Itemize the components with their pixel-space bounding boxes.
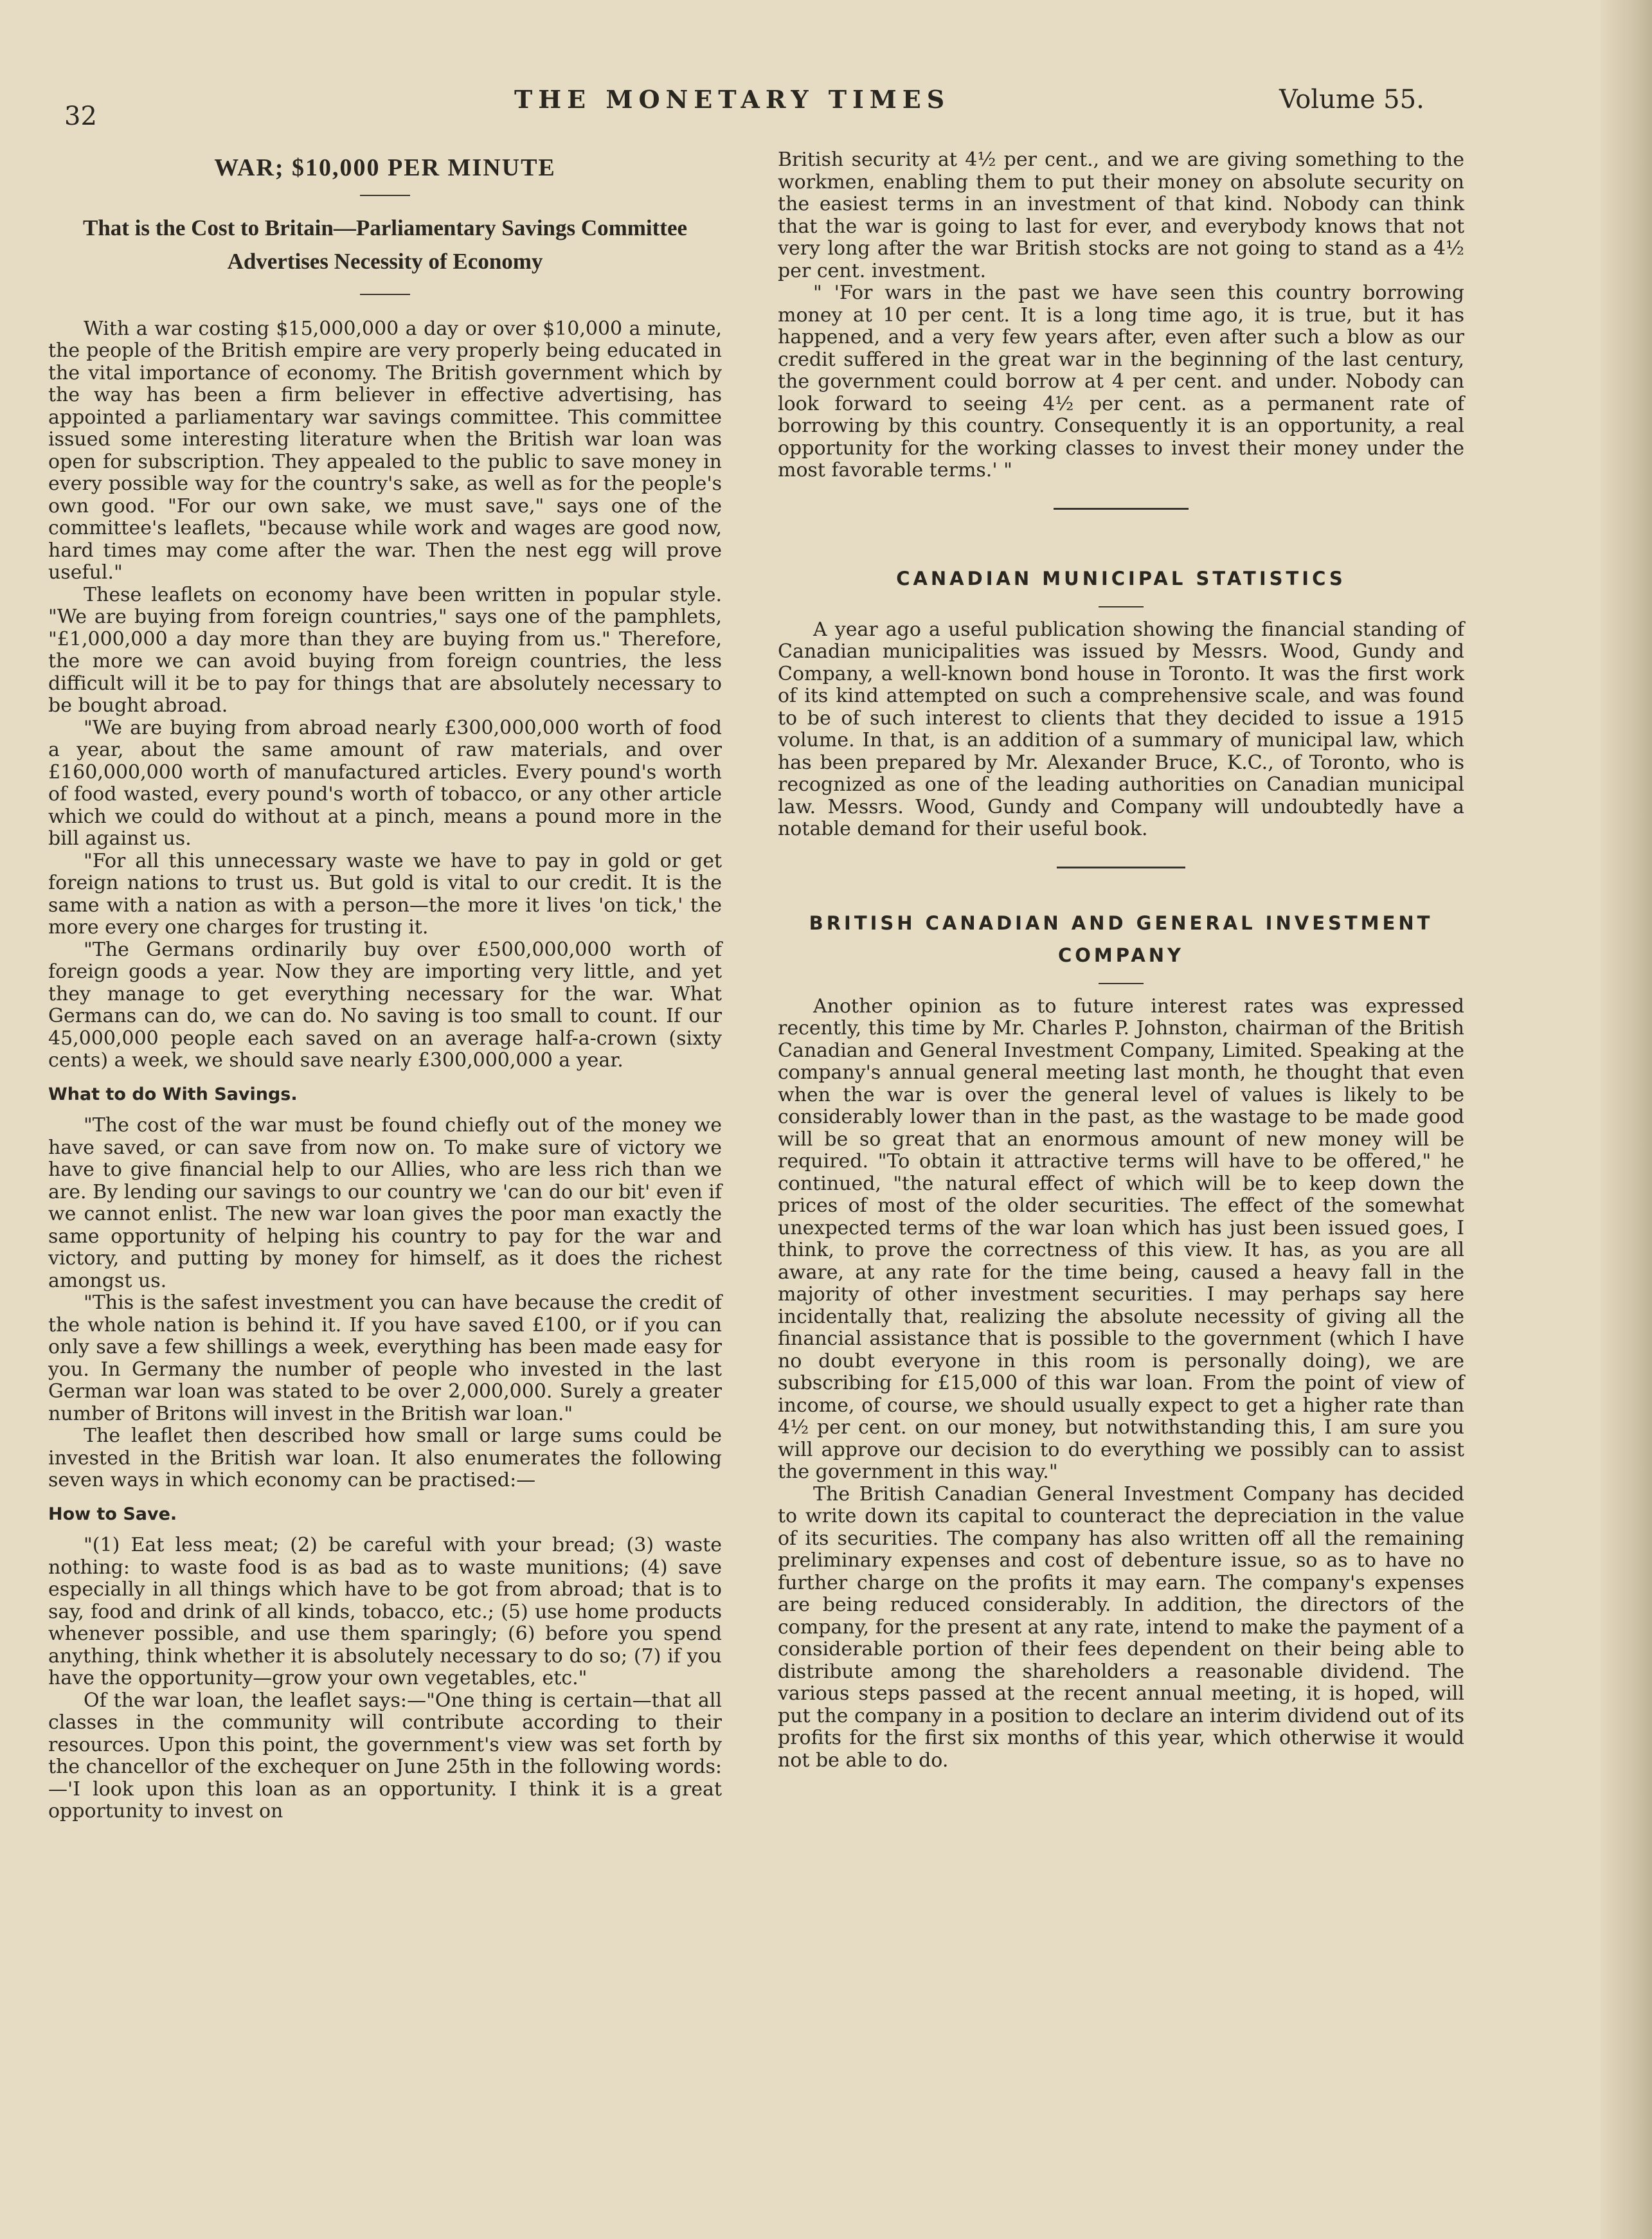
section-divider (1054, 508, 1189, 510)
running-title: THE MONETARY TIMES (514, 85, 951, 114)
subhead-savings: What to do With Savings. (48, 1084, 298, 1104)
title-rule (360, 195, 410, 196)
paragraph: Of the war loan, the leaflet says:—"One thing is certain—that all classes in the community will contribute according to their resources. Upon this point, the government's view was set forth by the chancellor of the exchequer on June 25th in the following words:—'I look upon this loan as an opportunity. I think it is a great opportunity to invest on (48, 1689, 722, 1822)
paragraph: British security at 4½ per cent., and we are giving something to the workmen, enabling them to put their money on absolute security on the easiest terms in an investment of that kind. Nobody can think that the war is going to last for ever, and everybody knows that not very long after the war British stocks are not going to stand as a 4½ per cent. investment. (778, 148, 1464, 282)
paragraph: "We are buying from abroad nearly £300,000,000 worth of food a year, about the same amount of raw materials, and over £160,000,000 worth of manufactured articles. Every pound's worth of food wasted, every pound's worth of tobacco, or any other article which we could do without at a pinch, means a pound more in the bill against us. (48, 716, 722, 850)
page-header (0, 82, 1652, 131)
section-rule (1099, 983, 1144, 984)
page-number: 32 (64, 102, 97, 131)
page-edge-shadow (1601, 0, 1652, 2239)
article-title: WAR; $10,000 PER MINUTE (214, 154, 556, 181)
subtitle-rule (360, 294, 410, 295)
section-rule (1099, 606, 1144, 607)
paragraph: A year ago a useful publication showing the financial standing of Canadian municipalities was issued by Messrs. Wood, Gundy and Company, a well-known bond house in Toronto. It was the first work of its kind attempted on such a comprehensive scale, and was found to be of such interest to clients that they decided to issue a 1915 volume. In that, is an addition of a summary of municipal law, which has been prepared by Mr. Alexander Bruce, K.C., of Toronto, who is recognized as one of the leading authorities on Canadian municipal law. Messrs. Wood, Gundy and Company will undoubtedly have a notable demand for their useful book. (778, 618, 1464, 840)
subhead-how-to-save: How to Save. (48, 1504, 177, 1524)
article-subtitle: That is the Cost to Britain—Parliamentary Savings Committee Advertises Necessity of Economy (82, 215, 688, 274)
right-column (778, 149, 1464, 1772)
section-title-investment: BRITISH CANADIAN AND GENERAL INVESTMENT COMPANY (809, 912, 1433, 966)
paragraph: "The cost of the war must be found chiefly out of the money we have saved, or can save from now on. To make sure of victory we have to give financial help to our Allies, who are less rich than we are. By lending our savings to our country we 'can do our bit' even if we cannot enlist. The new war loan gives the poor man exactly the same opportunity of helping his country to pay for the war and victory, and putting by money for himself, as it does the richest amongst us. (48, 1114, 722, 1292)
paragraph: The leaflet then described how small or large sums could be invested in the British war loan. It also enumerates the following seven ways in which economy can be practised:— (48, 1425, 722, 1491)
paragraph: " 'For wars in the past we have seen this country borrowing money at 10 per cent. It is a long time ago, it is true, but it has happened, and a very few years after, even after such a blow as our credit suffered in the great war in the beginning of the last century, the government could borrow at 4 per cent. and under. Nobody can look forward to seeing 4½ per cent. as a permanent rate of borrowing by this country. Consequently it is an opportunity, a real opportunity for the working classes to invest their money under the most favorable terms.' " (778, 282, 1464, 481)
left-column (48, 149, 722, 1823)
paragraph: "This is the safest investment you can have because the credit of the whole nation is behind it. If you have saved £100, or if you can only save a few shillings a week, everything has been made easy for you. In Germany the number of people who invested in the last German war loan was stated to be over 2,000,000. Surely a greater number of Britons will invest in the British war loan." (48, 1291, 722, 1425)
paragraph: "The Germans ordinarily buy over £500,000,000 worth of foreign goods a year. Now they are importing very little, and yet they manage to get everything necessary for the war. What Germans can do, we can do. No saving is too small to count. If our 45,000,000 people each saved on an average half-a-crown (sixty cents) a week, we should save nearly £300,000,000 a year. (48, 938, 722, 1072)
paragraph: Another opinion as to future interest rates was expressed recently, this time by Mr. Charles P. Johnston, chairman of the British Canadian and General Investment Company, Limited. Speaking at the company's annual general meeting last month, he thought that even when the war is over the general level of values is likely to be considerably lower than in the past, as the wastage to be made good will be so great that an enormous amount of new money will be required. "To obtain it attractive terms will have to be offered," he continued, "the natural effect of which will be to keep down the prices of most of the older securities. The effect of the somewhat unexpected terms of the war loan which has just been issued goes, I think, to prove the correctness of this view. It has, as you are all aware, at any rate for the time being, caused a heavy fall in the majority of other investment securities. I may perhaps say here incidentally that, realizing the absolute necessity of giving all the financial assistance that is possible to the government (which I have no doubt everyone in this room is personally doing), we are subscribing for £15,000 of this war loan. From the point of view of income, of course, we should usually expect to get a higher rate than 4½ per cent. on our money, but notwithstanding this, I am sure you will approve our decision to do everything we possibly can to assist the government in this way." (778, 994, 1464, 1483)
paragraph: These leaflets on economy have been written in popular style. "We are buying from foreign countries," says one of the pamphlets, "£1,000,000 a day more than they are buying from us." Therefore, the more we can avoid buying from foreign countries, the less difficult will it be to pay for things that are absolutely necessary to be bought abroad. (48, 583, 722, 717)
volume-label: Volume 55. (1279, 85, 1424, 114)
paragraph: With a war costing $15,000,000 a day or over $10,000 a minute, the people of the British empire are very properly being educated in the vital importance of economy. The British government which by the way has been a firm believer in effective advertising, has appointed a parliamentary war savings committee. This committee issued some interesting literature when the British war loan was open for subscription. They appealed to the public to save money in every possible way for the country's sake, as well as for the people's own good. "For our own sake, we must save," says one of the committee's leaflets, "because while work and wages are good now, hard times may come after the war. Then the nest egg will prove useful." (48, 317, 722, 584)
section-divider (1057, 867, 1185, 868)
paragraph: "(1) Eat less meat; (2) be careful with your bread; (3) waste nothing: to waste food is as bad as to waste munitions; (4) save especially in all things which have to be got from abroad; that is to say, food and drink of all kinds, tobacco, etc.; (5) use home products whenever possible, and use them sparingly; (6) before you spend anything, think whether it is absolutely necessary to do so; (7) if you have the opportunity—grow your own vegetables, etc." (48, 1534, 722, 1689)
section-title-municipal: CANADIAN MUNICIPAL STATISTICS (896, 567, 1346, 589)
paragraph: The British Canadian General Investment Company has decided to write down its capital to counteract the depreciation in the value of its securities. The company has also written off all the remaining preliminary expenses and cost of debenture issue, so as to have no further charge on the profits it may earn. The company's expenses are being reduced considerably. In addition, the directors of the company, for the present at any rate, intend to make the payment of a considerable portion of their fees dependent on their being able to distribute among the shareholders a reasonable dividend. The various steps passed at the recent annual meeting, it is hoped, will put the company in a position to declare an interim dividend out of its profits for the first six months of this year, which otherwise it would not be able to do. (778, 1482, 1464, 1772)
paragraph: "For all this unnecessary waste we have to pay in gold or get foreign nations to trust us. But gold is vital to our credit. It is the same with a nation as with a person—the more it lives 'on tick,' the more every one charges for trusting it. (48, 849, 722, 939)
